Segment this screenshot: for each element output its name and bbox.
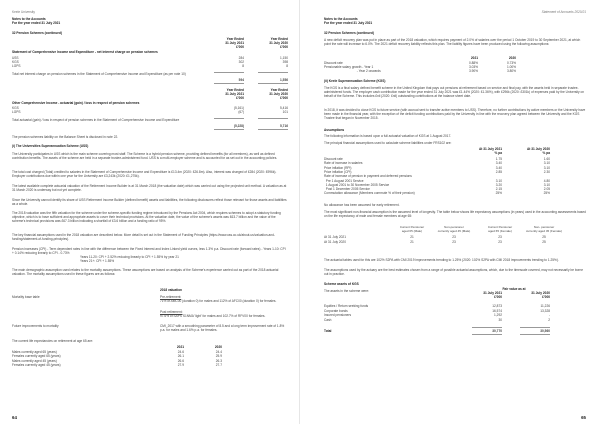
assum-head-2020: 2020 (508, 56, 516, 60)
fin-row-label: Price inflation (RPI) (324, 165, 352, 170)
section-heading: 32 Pension Schemes (continued) (12, 31, 62, 35)
longevity-col-head: Current Pensioner aged 65 (Male) (399, 225, 425, 234)
assum-row-value-b: 1.00% (506, 65, 516, 70)
asset-row-label: Insured pensioners (324, 313, 352, 318)
uss-heading: (i) The Universities Superannuation Scheme (USS) (12, 144, 89, 148)
longevity-value: 21 (410, 235, 414, 239)
fin-row-label: Rate of increase in salaries (324, 161, 363, 166)
fin-row-value-b: 3.10 (543, 182, 550, 187)
assum-row-label: Pensionable salary growth - Year 1 (324, 65, 374, 70)
longevity-value: 21 (410, 239, 414, 244)
stmt1-row-value-b: 8 (286, 64, 288, 69)
longevity-col-head: Non-pensioner currently aged 45 (Male) (437, 225, 471, 234)
stmt1-total-b: 1,556 (280, 78, 288, 82)
fin-row-label: Commutation allowance (Members commute % of their pension) (324, 191, 415, 196)
mortality-label: Mortality base table (12, 295, 40, 299)
para-uss-7c: Years 21+: CPI + 1.55% (80, 259, 115, 263)
fin-row-value-b: 1.60 (543, 157, 550, 161)
stmt2-total-a: (5,228) (233, 124, 244, 128)
longevity-value: 23 (498, 235, 502, 239)
assum-row-value-b: 3.80% (506, 69, 516, 74)
life-row-value-b: 26.3 (215, 358, 222, 363)
notes-period-r: For the year ended 31 July 2021 (324, 21, 373, 25)
assets-heading: Scheme assets of KGS (324, 282, 359, 286)
assum-row-value-b: 0.73% (506, 61, 516, 65)
asset-row-label: Corporate bonds (324, 308, 348, 313)
mortality-col-head: 2018 valuation (160, 288, 182, 292)
fin-row-value-b: 4.80 (543, 178, 550, 183)
fin-row-label: Price inflation (CPI) (324, 169, 352, 174)
life-row-label: Males currently aged 45 (years) (12, 358, 57, 363)
assets-intro: The assets in the scheme were: (324, 289, 370, 293)
stmt1-total-a: 594 (238, 78, 244, 82)
fin-row-value-b: 3.10 (543, 165, 550, 170)
longevity-value: 23 (452, 235, 456, 239)
stmt2-title: Other Comprehensive Income - actuarial (gain) / loss in respect of pension schemes (12, 101, 140, 105)
assum-row-value-a: 3.03% (468, 65, 478, 70)
fin-row-label: Rate of increase of pension in payment and deferred pensions (324, 174, 412, 179)
stmt2-row-value-a: (5,161) (233, 106, 244, 110)
life-head-2021: 2021 (176, 345, 184, 349)
fv-head-2021: 31 July 2021 £'000 (483, 291, 502, 300)
para-estimates: The assumptions used by the actuary are the best estimates chosen from a range of possible actuarial assumptions, which, due to the timescale covered, may not necessarily be borne out in practice. (324, 268, 584, 277)
para-tables: The actuarial tables used for this are 102% S2PA with CMI 2019 improvements trending to 1.25% (2020: 102% S2PA with CMI 2018 improvements trending to 1.25%). (324, 258, 559, 262)
asset-row-value-b: - (548, 313, 550, 318)
fin-row-value-a: 3.40 (495, 165, 502, 170)
asset-row-value-a: 30 (498, 317, 502, 322)
life-title: The current life expectancies on retirement at age 65 are: (12, 339, 93, 343)
fin-row-value-a: 3.20 (495, 182, 502, 187)
page-number-right: 65 (581, 415, 586, 420)
col-head-2021: Year Ended 31 July 2021 £'000 (225, 37, 244, 50)
longevity-value: 23 (498, 239, 502, 244)
fin-row-value-a: 2.85 (495, 169, 502, 174)
stmt1-row-value-b: 1,150 (280, 56, 288, 60)
asset-row-label: Cash (324, 317, 332, 322)
assum-row-label: - Year 2 onwards (324, 69, 381, 74)
longevity-row-label: At 31 July 2020 (324, 239, 346, 244)
para-uss-2: The total cost charged (Total) credited to salaries in the Statement of Comprehensive Income and Expenditure is £13.4m (2020: £26.8m). Also, interest was charged of £284 (2020: £996k). Employer contributions due within one year for the University are £3,243k (2020: £1,275k). (12, 170, 277, 179)
stmt1-row-value-b: 398 (282, 60, 288, 65)
notes-title: Notes to the Accounts (12, 17, 46, 21)
mortality-pre: 71% of AMC00 (duration 0) for males and 112% of AFC00 (duration 0) for females. (160, 299, 277, 303)
stmt1-row-value-a: 284 (238, 56, 244, 60)
longevity-value: 23 (452, 239, 456, 244)
longevity-col-head: Current Pensioner aged 65 (Female) (487, 225, 513, 234)
stmt2-total-label: Total actuarial (gain) / loss in respect of pension schemes in the Statement of Comprehensive Income and Expenditure (12, 118, 180, 122)
assum-row-value-a: 0.88% (468, 61, 478, 65)
fin-row-value-b: 2.05 (543, 187, 550, 192)
stmt1-total-label: Total net interest charge on pension schemes in the Statement of Comprehensive Income and Expenditure (as per note 10) (12, 72, 186, 76)
fin-row-value-b: 25% (543, 191, 550, 196)
fin-row-label: 1 August 2001 to 30 November 2005 Service (324, 182, 390, 187)
org-name: Keele University (12, 10, 36, 14)
asset-row-label: Equities / Return seeking funds (324, 304, 369, 308)
fin-row-value-a: 2.15 (495, 187, 502, 192)
assum-row-label: Discount rate (324, 61, 343, 65)
mortality-post: 97.6% of SAPS S1NMA 'light' for males and 102.7% of RFV00 for females. (160, 314, 266, 318)
para-uss-3: The latest available complete actuarial valuation of the Retirement Income Builder is at 31 March 2018 (the valuation date) which was carried out using the projected unit method. A valuation as at 31 March 2020 is underway but not yet complete. (12, 184, 287, 193)
page-number-left: 64 (12, 415, 17, 420)
para-uss-7: Pension increases (CPI) - Term dependent rates in line with the difference between the Fixed Interest and Index Linked yield curves, less 1.3% p.a. Discount rate (forward rates) - Years 1-10: CPI + 0.14% reducing linearly to CPI - 0.73% (12, 247, 286, 256)
asset-row-value-a: 1,292 (494, 313, 502, 318)
fin-row-label: Pre 1 August 2001 Service (324, 178, 364, 183)
future-value: CMI_2017 with a smoothing parameter of 8.5 and a long term improvement rate of 1.8% p.a. for males and 1.6% p.a. for females. (160, 324, 285, 333)
stmt2-row-label: LGPS (12, 110, 21, 115)
para-uss-6: The key financial assumptions used in the 2018 valuation are described below. More detail is set out in the Statement of Funding Principles (https://www.uss.co.uk/about-us/valuation-and-funding/statement-of-funding-principles). (12, 233, 275, 242)
fin-row-label: Post 1 December 2005 Service (324, 187, 370, 192)
life-row-value-b: 24.4 (215, 350, 222, 354)
fin-row-value-b: 3.10 (543, 161, 550, 166)
life-row-label: Males currently aged 65 (years) (12, 350, 57, 354)
header-right: Statement of Accounts 2020/21 (541, 10, 586, 14)
asset-row-value-b: 2 (548, 317, 550, 322)
para-uss-8: The main demographic assumption used relates to the mortality assumptions. These assumptions are based on analysis of the Scheme's experience carried out as part of the 2018 actuarial valuation. The mortality assumptions used in these figures are as follows: (12, 268, 279, 277)
assets-total-label: Total (324, 329, 332, 333)
para-kgs-4: The principal financial assumptions used to calculate scheme liabilities under FRS102 are: (324, 141, 452, 145)
fin-head-2021: At 31 July 2021 % pa (478, 147, 502, 156)
longevity-row-label: At 31 July 2021 (324, 235, 346, 239)
fv-head: Fair value as at (502, 287, 526, 291)
life-row-label: Females currently aged 65 (years) (12, 354, 61, 359)
para-kgs-3: The following information is based upon a full actuarial valuation of KGS at 1 August 2017. (324, 134, 452, 138)
asset-row-value-b: 11,226 (540, 304, 550, 308)
stmt1-row-value-a: 302 (238, 60, 244, 65)
stmt2-row-value-a: (67) (238, 110, 244, 115)
life-row-value-a: 27.9 (177, 363, 184, 368)
longevity-value: 25 (542, 239, 546, 244)
para-uss-7b: Years 11-20: CPI + 2.52% reducing linearly to CPI + 1.55% by year 21 (80, 255, 179, 259)
fv-head-2020: 31 July 2020 £'000 (531, 291, 550, 300)
col-head-2020: Year Ended 31 July 2020 £'000 (269, 37, 288, 50)
para-recovery: A new deficit recovery plan was put in place as part of the 2018 valuation, which requires payment of 2.0% of salaries over the period 1 October 2019 to 30 September 2021, at which point the rate will increase to 6.0%. The 2021 deficit recovery liability reflects this plan. The liability figures have been produced using the following assumptions: (324, 38, 581, 47)
col-head-2021-b: Year Ended 31 July 2021 £'000 (225, 88, 244, 101)
life-row-value-a: 26.6 (177, 358, 184, 363)
fin-row-value-a: 1.75 (495, 157, 502, 161)
life-row-value-b: 27.7 (215, 363, 222, 368)
fin-head-2020: At 31 July 2020 % pa (526, 147, 550, 156)
stmt2-total-b: 5,716 (280, 124, 288, 128)
future-label: Future improvements to mortality (12, 324, 59, 328)
longevity-col-head: Non- pensioner currently aged 45 (Female) (525, 225, 563, 234)
stmt1-row-label: USS (12, 56, 19, 60)
assets-total-b: 30,560 (540, 329, 550, 333)
longevity-value: 25 (542, 235, 546, 239)
para-kgs-2: In 2018, it was decided to close KGS to future service (with accrual sent to transfer active members to USS). Therefore, no further contributions by active members or the University have been made in the financial year, with the exception of the deficit funding contributions paid by the University in line with the recovery plan agreed between the University and the KGS Trustee that began in November 2015. (324, 108, 586, 121)
col-head-2020-b: Year Ended 31 July 2020 £'000 (269, 88, 288, 101)
assumptions-heading: Assumptions (324, 128, 345, 132)
notes-title-r: Notes to the Accounts (324, 17, 358, 21)
fin-row-value-b: 2.30 (543, 169, 550, 174)
assum-head-2021: 2021 (470, 56, 478, 60)
stmt2-row-value-b: 101 (282, 110, 288, 115)
para-uss-1: The University participates in USS which is the main scheme covering most staff. The Scheme is a hybrid pension scheme, providing defined benefits (for all members), as well as defined contribution benefits. The assets of the scheme are held in a separate trustee-administered fund. USS is a multi-employer scheme and is accounted for as set out in the accounting policies. (12, 152, 278, 161)
life-row-value-a: 24.6 (177, 350, 184, 354)
para-uss-5: The 2018 valuation was the fifth valuation for the scheme under the scheme-specific funding regime introduced by the Pensions Act 2004, which requires schemes to adopt a statutory funding objective, which is to have sufficient and appropriate assets to cover their technical provisions. At the valuation date, the value of the scheme's assets was £63.7 billion and the value of the scheme's technical provisions was £67.3 billion indicating a shortfall of £3.6 billion and a funding ratio of 95%. (12, 211, 281, 224)
para-uss-4: Since the University cannot identify its share of USS Retirement Income Builder (defined benefit) assets and liabilities, the following disclosures reflect those relevant for those assets and liabilities as a whole. (12, 198, 287, 207)
notes-period: For the year ended 31 July 2021 (12, 21, 61, 25)
fin-row-label: Discount rate (324, 157, 343, 161)
stmt2-row-label: KGS (12, 106, 19, 110)
para-longevity: The most significant non-financial assumption is the assumed level of longevity. The table below shows life expectancy assumptions (in years) used in the accounting assessments based on the life expectancy of male and female members at age 65: (324, 210, 586, 219)
stmt1-row-label: KGS (12, 60, 19, 65)
life-row-value-b: 25.9 (215, 354, 222, 359)
stmt2-row-value-b: 5,416 (280, 106, 288, 110)
para-early-ret: No allowance has been assumed for early retirement. (324, 203, 400, 207)
kgs-heading: (ii) Keele Superannuation Scheme (KGS) (324, 79, 386, 83)
mortality-pre-title: Pre-retirement: (160, 295, 182, 299)
para-kgs-1: The KGS is a final salary defined benefit scheme in the United Kingdom that pays out pensions at retirement based on service and final pay, with the assets held in separate trustee-administered funds. The employer cash contribution made for the year ended 31 July 2021 was £1.44% (2020: £1.36%), with £296k (2020: £301k) of expenses paid by the University on behalf of the Scheme. This includes £nil (2020: £nil) outstanding contributions at the balance sheet date. (324, 86, 585, 99)
asset-row-value-a: 16,574 (492, 308, 502, 313)
assum-row-value-a: 3.90% (468, 69, 478, 74)
life-row-value-a: 26.1 (177, 354, 184, 359)
stmt1-title: Statement of Comprehensive Income and Expenditure - net interest charge on pension schemes (12, 50, 158, 54)
assets-total-a: 30,770 (492, 329, 502, 333)
fin-row-value-a: 3.40 (495, 161, 502, 166)
stmt1-row-value-a: 8 (242, 64, 244, 69)
mortality-post-title: Post retirement: (160, 310, 183, 314)
asset-row-value-a: 12,873 (492, 304, 502, 308)
para-liability: The pension schemes liability on the Balance Sheet is disclosed in note 22. (12, 135, 119, 139)
fin-row-value-a: 25% (495, 191, 502, 196)
section-heading-r: 32 Pension Schemes (continued) (324, 31, 374, 35)
asset-row-value-b: 13,328 (540, 308, 550, 313)
life-row-label: Females currently aged 45 (years) (12, 363, 61, 368)
life-head-2020: 2020 (214, 345, 222, 349)
stmt1-row-label: LGPS (12, 64, 21, 69)
fin-row-value-a: 3.10 (495, 178, 502, 183)
right-page (300, 0, 600, 424)
